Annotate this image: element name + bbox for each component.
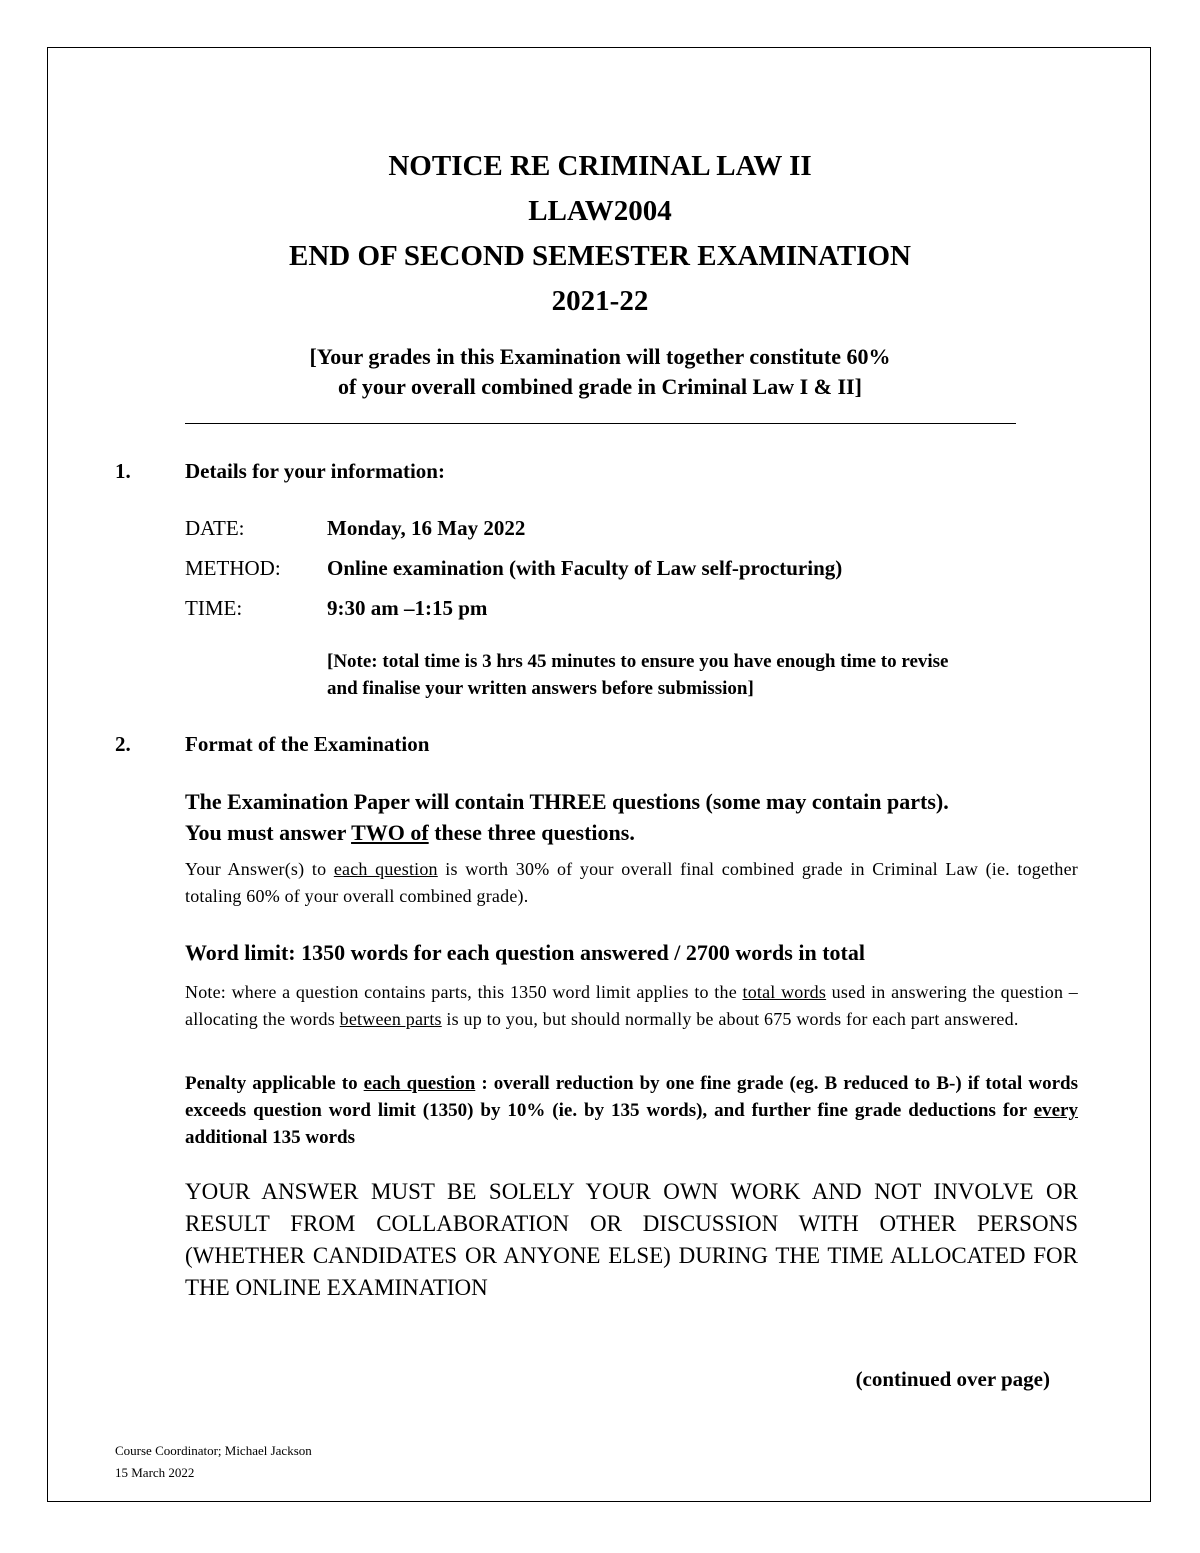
time-note-line-2: and finalise your written answers before submission] (327, 678, 754, 699)
section-2-number: 2. (115, 732, 131, 756)
every-underline: every (1033, 1100, 1078, 1121)
time-value: 9:30 am –1:15 pm (327, 596, 488, 620)
penalty-each-question-underline: each question (363, 1073, 476, 1094)
continued-notice: (continued over page) (855, 1367, 1050, 1391)
time-note (327, 648, 1079, 702)
method-value: Online examination (with Faculty of Law self-procturing) (327, 556, 843, 580)
each-question-underline: each question (333, 859, 438, 879)
grade-weight-note (0, 342, 1200, 402)
two-of-underline: TWO of (351, 820, 429, 845)
document-title (0, 144, 1200, 324)
answer-worth-paragraph: Your Answer(s) to each question is worth 30% of your overall final combined grade in Criminal Law (ie. together totaling 60% of your overall combined grade). (185, 859, 1078, 906)
own-work-warning: YOUR ANSWER MUST BE SOLELY YOUR OWN WORK AND NOT INVOLVE OR RESULT FROM COLLABORATION OR DISCUSSION WITH OTHER PERSONS (WHETHER CANDIDATES OR ANYONE ELSE) DURING THE TIME ALLOCATED FOR THE ONLINE EXAMINATION (185, 1179, 1078, 1300)
time-note-line-1: [Note: total time is 3 hrs 45 minutes to ensure you have enough time to revise (327, 651, 949, 672)
date-value: Monday, 16 May 2022 (327, 516, 526, 540)
grade-weight-line-2: of your overall combined grade in Criminal Law I & II] (338, 374, 862, 399)
academic-year: 2021-22 (551, 285, 649, 317)
title-line-1: NOTICE RE CRIMINAL LAW II (388, 150, 812, 182)
title-line-3: END OF SECOND SEMESTER EXAMINATION (289, 240, 911, 272)
penalty-paragraph: Penalty applicable to each question : overall reduction by one fine grade (eg. B reduced to B-) if total words exceeds question word limit (1350) by 10% (ie. by 135 words), and further fine grade deductions for every additional 135 words (185, 1073, 1078, 1148)
method-label: METHOD: (185, 556, 281, 580)
grade-weight-line-1: [Your grades in this Examination will together constitute 60% (309, 344, 891, 369)
course-code: LLAW2004 (528, 195, 672, 227)
date-label: DATE: (185, 516, 245, 540)
time-label: TIME: (185, 596, 243, 620)
questions-line-2: You must answer TWO of these three questions. (185, 820, 635, 845)
footer-coordinator: Course Coordinator; Michael Jackson (115, 1443, 312, 1458)
between-parts-underline: between parts (339, 1009, 442, 1029)
section-2-heading: Format of the Examination (185, 732, 430, 756)
section-1-heading: Details for your information: (185, 459, 445, 483)
word-limit-heading: Word limit: 1350 words for each question answered / 2700 words in total (185, 940, 865, 965)
footer-date: 15 March 2022 (115, 1465, 195, 1480)
total-words-underline: total words (742, 982, 827, 1002)
divider (185, 423, 1016, 424)
word-limit-note: Note: where a question contains parts, this 1350 word limit applies to the total words used in answering the question – allocating the words between parts is up to you, but should normally be about 675 words for each part answered. (185, 982, 1079, 1029)
questions-instruction (185, 786, 1078, 848)
section-1-number: 1. (115, 459, 131, 483)
questions-line-1: The Examination Paper will contain THREE questions (some may contain parts). (185, 789, 949, 814)
